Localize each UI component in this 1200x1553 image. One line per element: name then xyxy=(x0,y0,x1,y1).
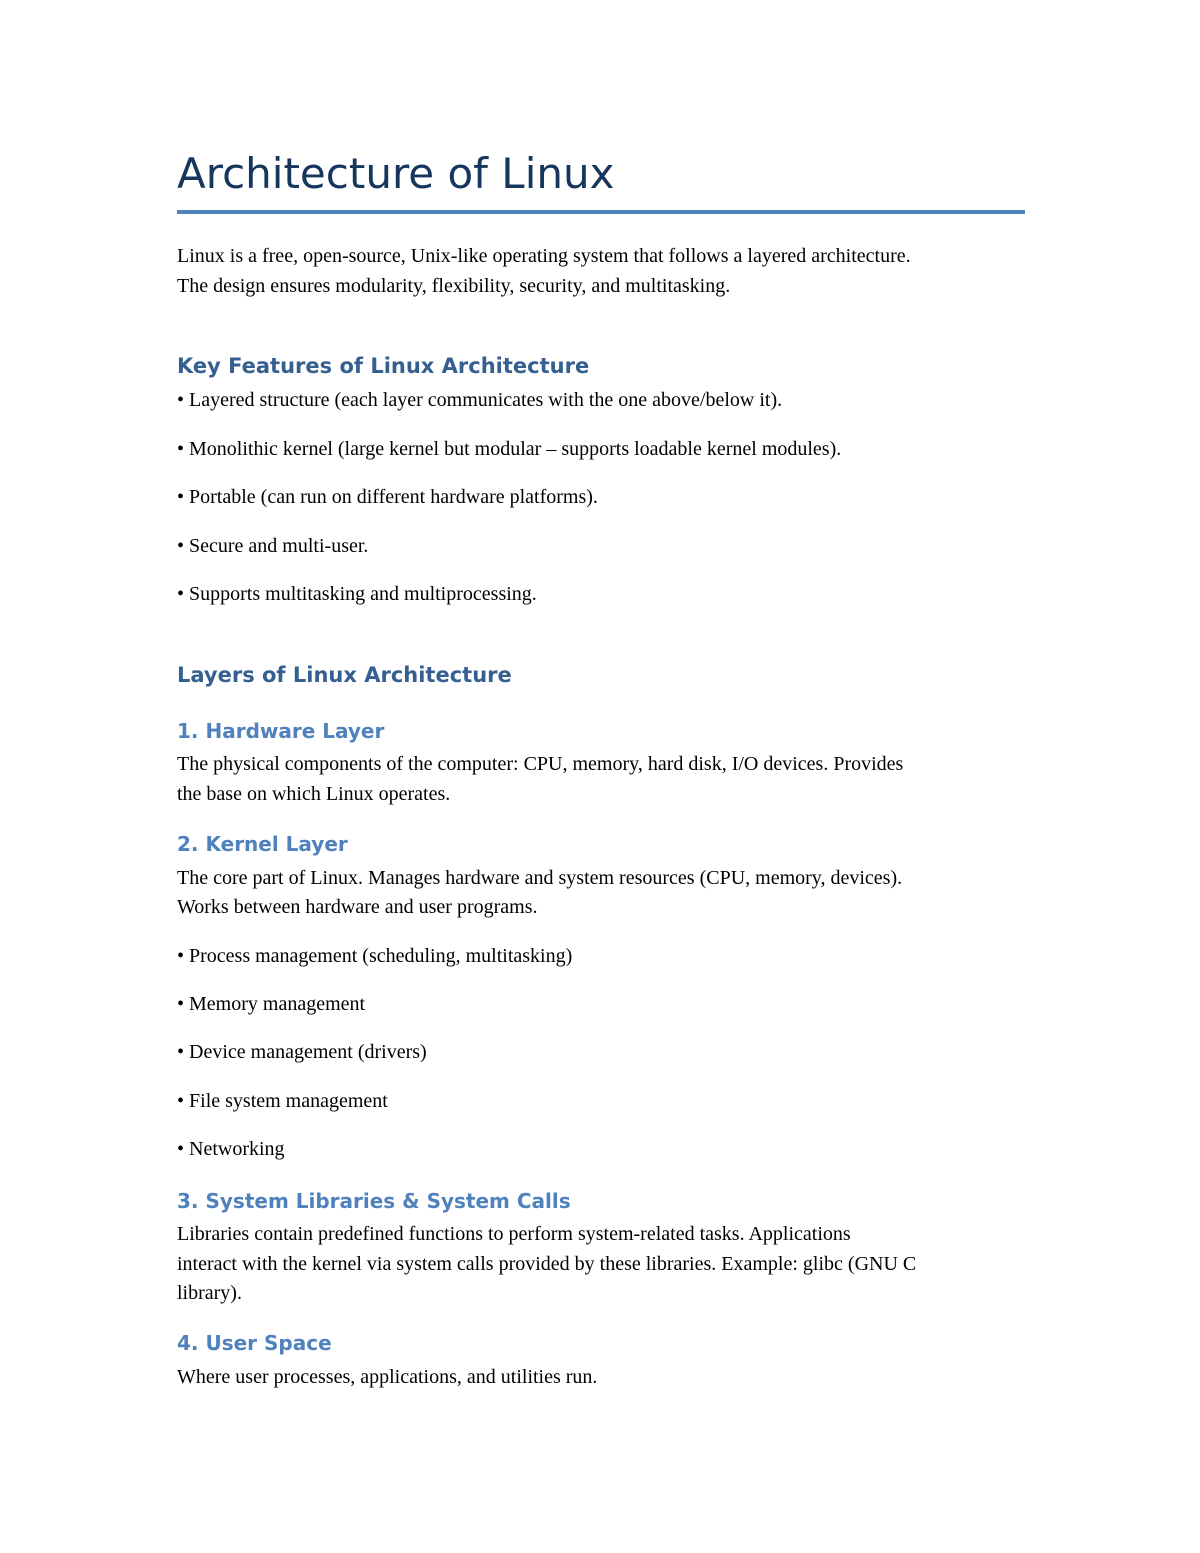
feature-bullet-item xyxy=(177,579,537,609)
kernel-bullet-text: File system management xyxy=(189,1090,388,1112)
user-space-line: Where user processes, applications, and utilities run. xyxy=(177,1366,598,1388)
bullet-mark: • xyxy=(177,389,185,411)
bullet-mark: • xyxy=(177,438,185,460)
bullet-mark: • xyxy=(177,1041,185,1063)
feature-bullet-text: Portable (can run on different hardware platforms). xyxy=(189,486,598,508)
libraries-layer-line: interact with the kernel via system calls provided by these libraries. Example: glibc (GNU C xyxy=(177,1253,917,1275)
kernel-bullet-item xyxy=(177,1086,388,1116)
kernel-layer-line: The core part of Linux. Manages hardware and system resources (CPU, memory, devices). xyxy=(177,867,903,889)
bullet-mark: • xyxy=(177,486,185,508)
intro-line: The design ensures modularity, flexibility, security, and multitasking. xyxy=(177,275,731,297)
intro-line: Linux is a free, open-source, Unix-like operating system that follows a layered architecture. xyxy=(177,245,911,267)
kernel-layer-heading: 2. Kernel Layer xyxy=(177,832,348,856)
kernel-bullet-item xyxy=(177,1037,427,1067)
feature-bullet-text: Secure and multi-user. xyxy=(189,535,369,557)
bullet-mark: • xyxy=(177,1090,185,1112)
kernel-bullet-text: Memory management xyxy=(189,993,366,1015)
feature-bullet-item xyxy=(177,434,841,464)
bullet-mark: • xyxy=(177,1138,185,1160)
feature-bullet-text: Monolithic kernel (large kernel but modular – supports loadable kernel modules). xyxy=(189,438,842,460)
key-features-heading: Key Features of Linux Architecture xyxy=(177,354,590,378)
user-space-heading: 4. User Space xyxy=(177,1331,332,1355)
bullet-mark: • xyxy=(177,583,185,605)
document-title: Architecture of Linux xyxy=(177,149,615,198)
title-underline xyxy=(177,210,1025,214)
hardware-layer-line: the base on which Linux operates. xyxy=(177,783,451,805)
layers-heading: Layers of Linux Architecture xyxy=(177,663,512,687)
kernel-bullet-text: Device management (drivers) xyxy=(189,1041,427,1063)
feature-bullet-item xyxy=(177,531,368,561)
libraries-layer-heading: 3. System Libraries & System Calls xyxy=(177,1189,571,1213)
feature-bullet-item xyxy=(177,385,782,415)
bullet-mark: • xyxy=(177,993,185,1015)
kernel-bullet-item xyxy=(177,1134,285,1164)
libraries-layer-line: library). xyxy=(177,1282,242,1304)
kernel-layer-line: Works between hardware and user programs. xyxy=(177,896,538,918)
bullet-mark: • xyxy=(177,945,185,967)
bullet-mark: • xyxy=(177,535,185,557)
hardware-layer-heading: 1. Hardware Layer xyxy=(177,719,385,743)
kernel-bullet-item xyxy=(177,989,365,1019)
kernel-bullet-item xyxy=(177,941,572,971)
libraries-layer-line: Libraries contain predefined functions to perform system-related tasks. Applications xyxy=(177,1223,851,1245)
feature-bullet-text: Supports multitasking and multiprocessing. xyxy=(189,583,537,605)
kernel-bullet-text: Networking xyxy=(189,1138,285,1160)
feature-bullet-item xyxy=(177,482,598,512)
kernel-bullet-text: Process management (scheduling, multitasking) xyxy=(189,945,573,967)
feature-bullet-text: Layered structure (each layer communicates with the one above/below it). xyxy=(189,389,783,411)
hardware-layer-line: The physical components of the computer: CPU, memory, hard disk, I/O devices. Provides xyxy=(177,753,904,775)
